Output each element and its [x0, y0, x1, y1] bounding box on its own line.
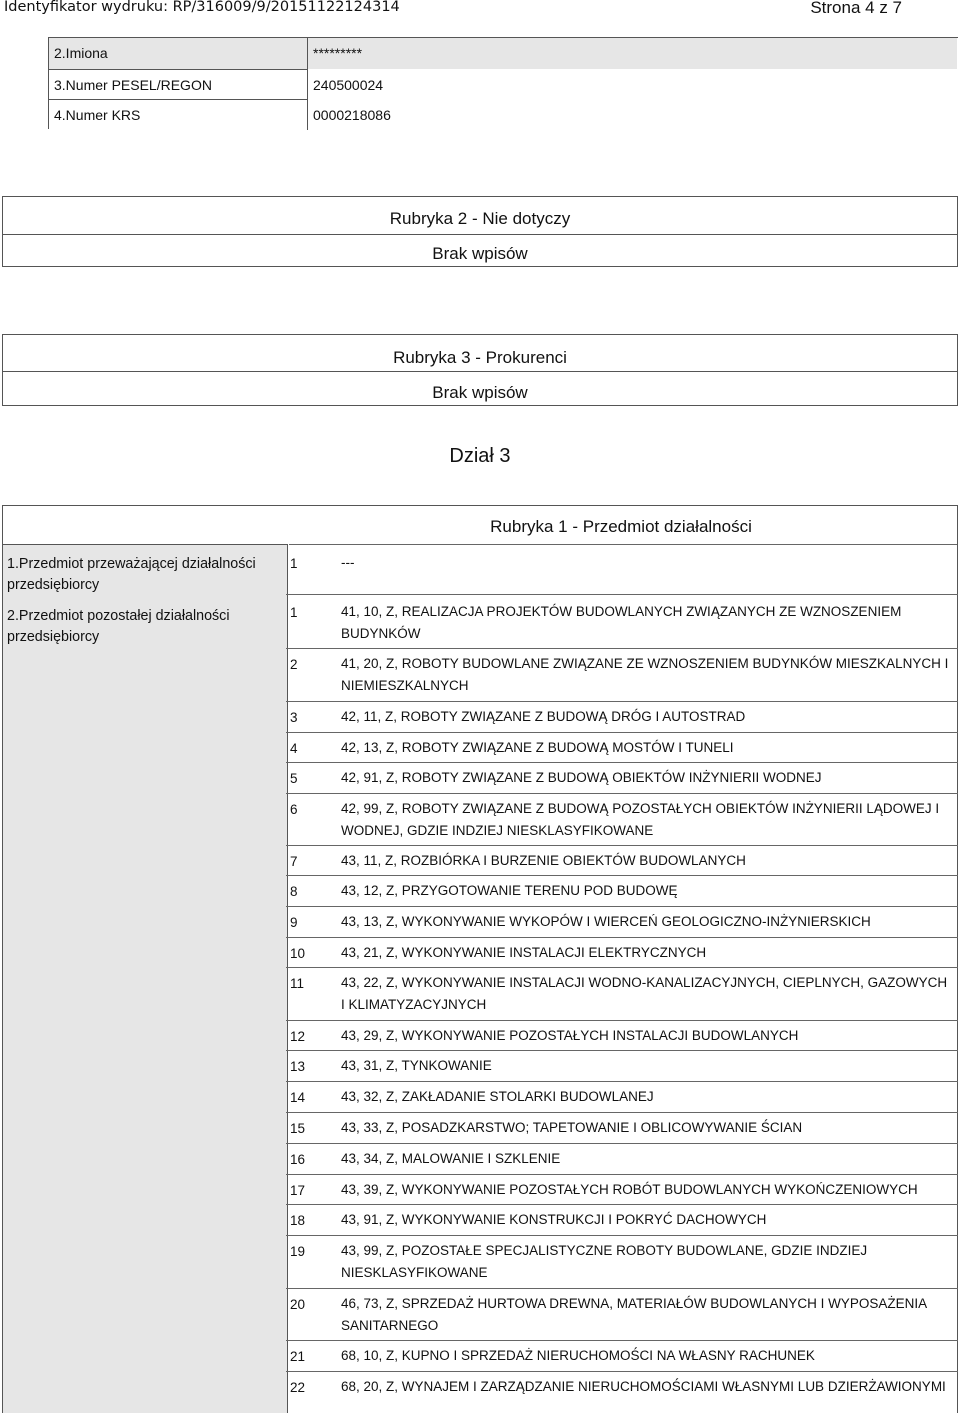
rubryka-2-status: Brak wpisów: [432, 244, 528, 263]
activity-text: 43, 91, Z, WYKONYWANIE KONSTRUKCJI I POKRYĆ DACHOWYCH: [341, 1212, 767, 1227]
label-column: [3, 544, 288, 1413]
field-label: 4.Numer KRS: [54, 107, 141, 123]
divider: [286, 1112, 958, 1113]
activity-text: 42, 91, Z, ROBOTY ZWIĄZANE Z BUDOWĄ OBIEKTÓW INŻYNIERII WODNEJ: [341, 770, 822, 785]
activity-number: 8: [290, 884, 298, 899]
activity-number: 3: [290, 710, 298, 725]
divider: [3, 234, 957, 235]
activity-number: 21: [290, 1349, 306, 1364]
divider: [289, 544, 957, 545]
activity-number: 7: [290, 854, 298, 869]
divider: [286, 1340, 958, 1341]
divider: [286, 1204, 958, 1205]
przewazajaca-number: 1: [290, 556, 298, 571]
activity-number: 17: [290, 1183, 306, 1198]
print-identifier: Identyfikator wydruku: RP/316009/9/20151122124314: [4, 0, 400, 15]
activity-text: 43, 29, Z, WYKONYWANIE POZOSTAŁYCH INSTALACJI BUDOWLANYCH: [341, 1028, 799, 1043]
activity-text: 43, 21, Z, WYKONYWANIE INSTALACJI ELEKTRYCZNYCH: [341, 945, 707, 960]
field-label: 2.Imiona: [54, 45, 108, 61]
activity-number: 11: [290, 976, 305, 991]
activity-text: 43, 13, Z, WYKONYWANIE WYKOPÓW I WIERCEŃ GEOLOGICZNO-INŻYNIERSKICH: [341, 914, 871, 929]
field-label: 3.Numer PESEL/REGON: [54, 77, 212, 93]
rubryka-2-box: [2, 196, 958, 267]
divider: [286, 906, 958, 907]
activity-number: 18: [290, 1213, 306, 1228]
activity-text: 42, 99, Z, ROBOTY ZWIĄZANE Z BUDOWĄ POZOSTAŁYCH OBIEKTÓW INŻYNIERII LĄDOWEJ I WODNEJ, GDZIE INDZIEJ NIESKLASYFIKOWANE: [341, 801, 940, 838]
activity-number: 13: [290, 1059, 306, 1074]
table-row: [49, 69, 384, 100]
activity-text: 43, 99, Z, POZOSTAŁE SPECJALISTYCZNE ROBOTY BUDOWLANE, GDZIE INDZIEJ NIESKLASYFIKOWANE: [341, 1243, 868, 1280]
activity-text: 41, 20, Z, ROBOTY BUDOWLANE ZWIĄZANE ZE WZNOSZENIEM BUDYNKÓW MIESZKALNYCH I NIEMIESZKALNYCH: [341, 656, 949, 693]
activity-text: 43, 39, Z, WYKONYWANIE POZOSTAŁYCH ROBÓT BUDOWLANYCH WYKOŃCZENIOWYCH: [341, 1182, 918, 1197]
pozostala-label: 2.Przedmiot pozostałej działalności przedsiębiorcy: [7, 608, 230, 645]
divider: [286, 1050, 958, 1051]
activity-number: 14: [290, 1090, 306, 1105]
divider: [286, 701, 958, 702]
przewazajaca-label: 1.Przedmiot przeważającej działalności przedsiębiorcy: [7, 556, 256, 593]
activity-text: 43, 33, Z, POSADZKARSTWO; TAPETOWANIE I OBLICOWYWANIE ŚCIAN: [341, 1120, 803, 1135]
activity-number: 4: [290, 741, 298, 756]
rubryka-1-title: Rubryka 1 - Przedmiot działalności: [490, 517, 752, 536]
activity-text: 41, 10, Z, REALIZACJA PROJEKTÓW BUDOWLANYCH ZWIĄZANYCH ZE WZNOSZENIEM BUDYNKÓW: [341, 604, 902, 641]
table-row: [49, 38, 957, 69]
divider: [286, 1288, 958, 1289]
activity-text: 42, 11, Z, ROBOTY ZWIĄZANE Z BUDOWĄ DRÓG I AUTOSTRAD: [341, 709, 746, 724]
activity-number: 1: [290, 605, 298, 620]
field-value: 240500024: [313, 77, 384, 93]
activity-number: 20: [290, 1297, 306, 1312]
divider: [286, 1174, 958, 1175]
rubryka-3-status: Brak wpisów: [432, 383, 528, 402]
rubryka-3-title: Rubryka 3 - Prokurenci: [393, 348, 567, 367]
page-number: Strona 4 z 7: [810, 0, 902, 17]
activity-text: 43, 11, Z, ROZBIÓRKA I BURZENIE OBIEKTÓW BUDOWLANYCH: [341, 853, 746, 868]
divider: [286, 937, 958, 938]
divider: [286, 793, 958, 794]
divider: [286, 1020, 958, 1021]
divider: [286, 594, 958, 595]
activity-number: 9: [290, 915, 298, 930]
activity-text: 43, 12, Z, PRZYGOTOWANIE TERENU POD BUDOWĘ: [341, 883, 678, 898]
activity-number: 6: [290, 802, 298, 817]
field-value: 0000218086: [313, 107, 391, 123]
divider: [286, 1081, 958, 1082]
divider: [286, 967, 958, 968]
rubryka-3-box: [2, 334, 958, 406]
divider: [286, 732, 958, 733]
activity-text: 43, 34, Z, MALOWANIE I SZKLENIE: [341, 1151, 561, 1166]
divider: [286, 1371, 958, 1372]
person-data-table: [48, 37, 958, 129]
divider: [3, 371, 957, 372]
przewazajaca-value: ---: [341, 555, 355, 570]
divider: [286, 845, 958, 846]
divider: [286, 1235, 958, 1236]
activity-text: 46, 73, Z, SPRZEDAŻ HURTOWA DREWNA, MATERIAŁÓW BUDOWLANYCH I WYPOSAŻENIA SANITARNEGO: [341, 1296, 927, 1333]
field-value: *********: [313, 45, 363, 61]
divider: [286, 648, 958, 649]
activity-number: 12: [290, 1029, 306, 1044]
activity-text: 43, 31, Z, TYNKOWANIE: [341, 1058, 492, 1073]
column-divider: [307, 38, 308, 130]
activity-number: 22: [290, 1380, 306, 1395]
divider: [286, 875, 958, 876]
divider: [286, 762, 958, 763]
activity-text: 68, 10, Z, KUPNO I SPRZEDAŻ NIERUCHOMOŚCI NA WŁASNY RACHUNEK: [341, 1348, 815, 1363]
rubryka-2-title: Rubryka 2 - Nie dotyczy: [389, 209, 571, 228]
activity-number: 10: [290, 946, 306, 961]
activity-number: 16: [290, 1152, 306, 1167]
activity-number: 15: [290, 1121, 306, 1136]
activity-text: 68, 20, Z, WYNAJEM I ZARZĄDZANIE NIERUCHOMOŚCIAMI WŁASNYMI LUB DZIERŻAWIONYMI: [341, 1379, 946, 1394]
activity-number: 19: [290, 1244, 306, 1259]
activity-number: 2: [290, 657, 298, 672]
activity-text: 42, 13, Z, ROBOTY ZWIĄZANE Z BUDOWĄ MOSTÓW I TUNELI: [341, 740, 734, 755]
divider: [286, 1143, 958, 1144]
activity-text: 43, 32, Z, ZAKŁADANIE STOLARKI BUDOWLANEJ: [341, 1089, 654, 1104]
activity-text: 43, 22, Z, WYKONYWANIE INSTALACJI WODNO-KANALIZACYJNYCH, CIEPLNYCH, GAZOWYCH I KLIMATYZACYJNYCH: [341, 975, 948, 1012]
activity-number: 5: [290, 771, 298, 786]
section-heading: Dział 3: [449, 445, 511, 467]
table-row: [49, 99, 391, 130]
